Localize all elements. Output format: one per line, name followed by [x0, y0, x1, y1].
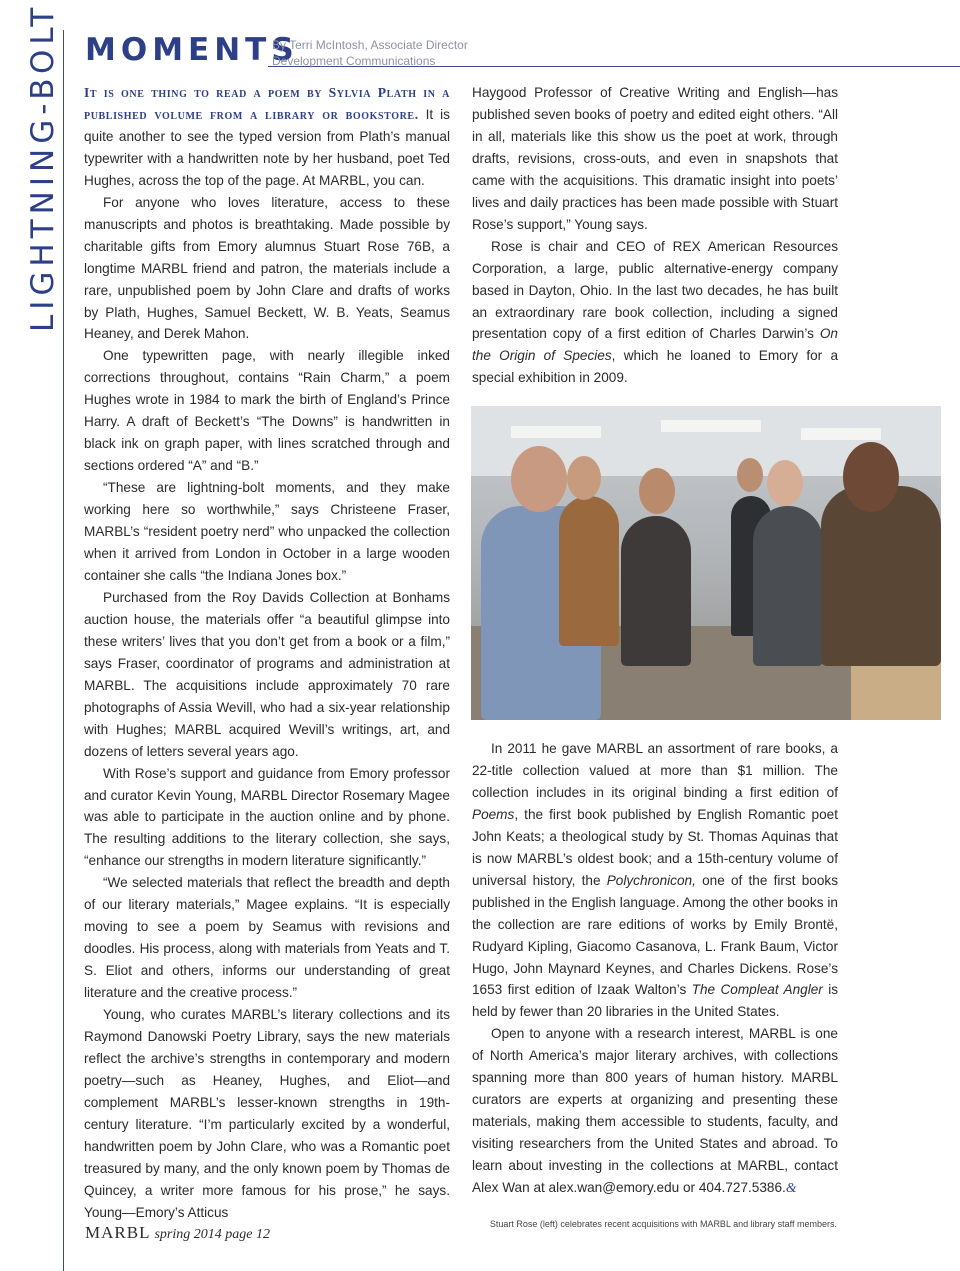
paragraph-5: Purchased from the Roy Davids Collection at Bonhams auction house, the materials offer “a beautiful glimpse into these writers’ lives that you don’t get from a book or a film,” says Fraser, coordinator of programs and administration at MARBL. The acquisitions include approximately 70 rare photographs of Assia Wevill, who had a six-year relationship with Hughes; MARBL acquired Wevill’s writings, art, and dozens of letters several years ago. [84, 589, 450, 759]
person-head [843, 442, 899, 512]
book-title-compleat-angler: The Compleat Angler [691, 982, 823, 998]
lead-in: It is one thing to read a poem by Sylvia Plath in a published volume from a library or bookstore. [84, 85, 450, 122]
byline-department: Development Communications [272, 54, 436, 68]
paragraph-6: With Rose’s support and guidance from Emory professor and curator Kevin Young, MARBL Director Rosemary Magee was able to participate in the auction online and by phone. The resulting additions to the literary collection, she says, “enhance our strengths in modern literature significantly.” [84, 765, 450, 869]
book-title-polychronicon: Polychronicon, [606, 872, 696, 888]
byline-author: By Terri McIntosh, Associate Director [272, 38, 468, 52]
paragraph-3: One typewritten page, with nearly illegible inked corrections throughout, contains “Rain Charm,” a poem Hughes wrote in 1984 to mark the birth of England’s Prince Harry. A draft of Beckett’s “The Downs” is handwritten in black ink on graph paper, with lines scratched through and sections ordered “A” and “B.” [84, 348, 450, 474]
photo-caption: Stuart Rose (left) celebrates recent acquisitions with MARBL and library staff members. [489, 1219, 837, 1229]
end-mark: & [785, 1180, 797, 1196]
page-footer [85, 1223, 270, 1243]
left-column [84, 82, 450, 1224]
person-head [567, 456, 601, 500]
paragraph-11-text-b: , the first book published by English Romantic poet John Keats; a theological study by St. Thomas Aquinas that is now MARBL’s oldest book; and a 15th-century volume of universal history, the [472, 806, 838, 888]
paragraph-11-text-c: one of the first books published in the English language. Among the other books in the collection are rare editions of works by Emily Brontë, Rudyard Kipling, Giacomo Casanova, L. Frank Baum, Victor Hugo, John Maynard Keynes, and Charles Dickens. Rose’s 1653 first edition of Izaak Walton’s [472, 872, 838, 998]
article-title: MOMENTS [85, 32, 299, 68]
vertical-rule [63, 30, 64, 1271]
paragraph-12 [472, 1023, 838, 1199]
book-title-origin: On the Origin of Species [472, 326, 838, 364]
footer-brand: MARBL [85, 1223, 151, 1242]
paragraph-8: Young, who curates MARBL’s literary collections and its Raymond Danowski Poetry Library, says the new materials reflect the archive’s strengths in contemporary and modern poetry—such as Heaney, Hughes, and Eliot—and complement MARBL’s lesser-known strengths in 19th-century literature. “I’m particularly excited by a wonderful, handwritten poem by John Clare, who was a Romantic poet treasured by many, and the only known poem by Thomas de Quincey, a writer more famous for his prose,” he says. Young—Emory’s Atticus [84, 1007, 450, 1220]
paragraph-11-text-d: is held by fewer than 20 libraries in the United States. [472, 982, 839, 1020]
person-figure [753, 506, 823, 666]
book-title-poems: Poems [472, 806, 515, 822]
person-head [737, 458, 763, 492]
paragraph-11 [472, 738, 838, 1023]
byline [272, 37, 468, 69]
right-column-bottom [472, 738, 838, 1199]
right-column-top [472, 82, 838, 389]
person-figure [559, 496, 619, 646]
person-figure [621, 516, 691, 666]
paragraph-2: For anyone who loves literature, access to these manuscripts and photos is breathtaking. Made possible by charitable gifts from Emory alumnus Stuart Rose 76B, a longtime MARBL friend and patron, the materials include a rare, unpublished poem by John Clare and drafts of works by Plath, Hughes, Samuel Beckett, W. B. Yeats, Seamus Heaney, and Derek Mahon. [84, 194, 450, 342]
section-side-title: LIGHTNING-BOLT [25, 2, 61, 332]
person-figure [821, 486, 941, 666]
ceiling-light [661, 420, 761, 432]
ceiling-light [801, 428, 881, 440]
person-head [639, 468, 675, 514]
footer-issue: spring 2014 page 12 [154, 1227, 270, 1242]
paragraph-10-text-b: , which he loaned to Emory for a special exhibition in 2009. [472, 348, 839, 386]
paragraph-4: “These are lightning-bolt moments, and they make working here so worthwhile,” says Christeene Fraser, MARBL’s “resident poetry nerd” who unpacked the collection when it arrived from London in October in a large wooden container she calls “the Indiana Jones box.” [84, 480, 450, 583]
paragraph-1 [84, 82, 450, 192]
paragraph-11-text-a: In 2011 he gave MARBL an assortment of rare books, a 22-title collection valued at more than $1 million. The collection includes in its original binding a first edition of [472, 741, 838, 800]
event-photo [471, 406, 941, 720]
person-head [767, 460, 803, 506]
paragraph-7: “We selected materials that reflect the breadth and depth of our literary materials,” Magee explains. “It is especially moving to see a poem by Seamus with revisions and doodles. His process, along with materials from Yeats and T. S. Eliot and others, informs our understanding of great literature and the creative process.” [84, 875, 450, 1001]
paragraph-12-text: Open to anyone with a research interest, MARBL is one of North America’s major literary archives, with collections spanning more than 800 years of human history. MARBL curators are experts at organizing and presenting these materials, making them accessible to students, faculty, and visiting researchers from the United States and abroad. To learn about investing in the collections at MARBL, contact Alex Wan at alex.wan@emory.edu or 404.727.5386. [472, 1026, 838, 1196]
ceiling-light [511, 426, 601, 438]
person-head [511, 446, 567, 512]
paragraph-1-body: It is quite another to see the typed version from Plath’s manual typewriter with a handwritten note by her husband, poet Ted Hughes, across the top of the page. At MARBL, you can. [84, 106, 450, 188]
paragraph-10 [472, 236, 838, 390]
paragraph-10-text-a: Rose is chair and CEO of REX American Resources Corporation, a large, public alternative-energy company based in Dayton, Ohio. In the last two decades, he has built an extraordinary rare book collection, including a signed presentation copy of a first edition of Charles Darwin’s [472, 238, 838, 342]
paragraph-9: Haygood Professor of Creative Writing and English—has published seven books of poetry and edited eight others. “All in all, materials like this show us the poet at work, through drafts, revisions, cross-outs, and even in snapshots that came with the acquisitions. This dramatic insight into poets’ lives and daily practices has been made possible with Stuart Rose’s support,” Young says. [472, 85, 838, 232]
